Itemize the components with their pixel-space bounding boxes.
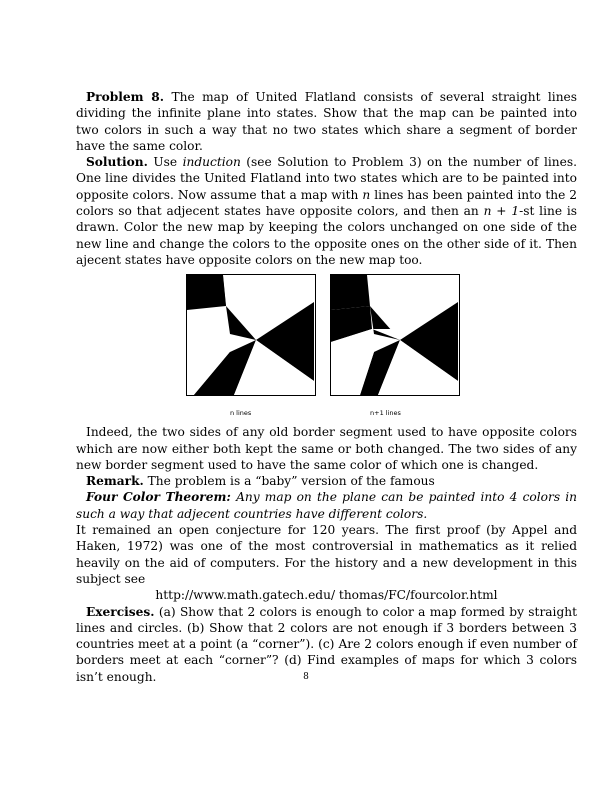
solution-induction: induction — [182, 155, 241, 170]
caption-n-lines: n lines — [230, 409, 252, 418]
problem-paragraph — [76, 89, 577, 154]
caption-n-plus-1-lines: n+1 lines — [370, 409, 401, 418]
figures — [76, 274, 577, 422]
map-n-lines-diagram — [186, 274, 316, 396]
url-line: http://www.math.gatech.edu/ thomas/FC/fourcolor.html — [155, 588, 498, 603]
solution-n: n — [362, 187, 371, 202]
history-paragraph: It remained an open conjecture for 120 years. The first proof (by Appel and Haken, 1972) was one of the most controversial in mathematics as it relied heavily on the aid of computers. For the history and a new development in this subject see — [76, 523, 577, 586]
page-body — [76, 89, 577, 685]
problem-text: The map of United Flatland consists of several straight lines dividing the infinite plane into states. Show that the map can be painted into two colors in such a way that no two states which share a segment of border have the same color. — [76, 90, 578, 153]
exercises-text: (a) Show that 2 colors is enough to color a map formed by straight lines and circles. (b) Show that 2 colors are not enough if 3 borders between 3 countries meet at a point (a “corner”). (c) Are 2 colors enough if even number of borders meet at each “corner”? (d) Find examples of maps for which 3 colors isn’t enough. — [76, 604, 577, 684]
remark-text: The problem is a “baby” version of the famous — [147, 474, 435, 489]
solution-pre: Use — [153, 155, 178, 170]
figure-n-lines — [186, 274, 316, 418]
solution-n-plus-1: n + 1 — [483, 204, 520, 219]
theorem-paragraph — [76, 489, 577, 522]
theorem-label: Four Color Theorem: — [86, 490, 231, 505]
solution-label: Solution. — [86, 155, 148, 170]
problem-label: Problem 8. — [86, 90, 165, 104]
remark-paragraph — [76, 473, 577, 489]
solution-text: (see Solution to Problem 3) on the number of lines. One line divides the United Flatland into two states which are to be painted into opposite colors. Now assume that a map with — [76, 155, 577, 202]
solution-text3: -st line is drawn. Color the new map by keeping the colors unchanged on one side of the new line and change the colors to the opposite ones on the other side of it. Then ajecent states have opposite colors on the new map too. — [76, 204, 578, 267]
solution-text2: lines has been painted into the 2 colors so that adjecent states have opposite colors, and then an — [76, 187, 578, 219]
figure-n-plus-1-lines — [330, 274, 460, 418]
theorem-text: Any map on the plane can be painted into 4 colors in such a way that adjecent countries have different colors. — [76, 490, 578, 521]
indeed-paragraph: Indeed, the two sides of any old border segment used to have opposite colors which are now either both kept the same or both changed. The two sides of any new border segment used to have the same color of which one is changed. — [76, 425, 577, 472]
page-number: 8 — [303, 672, 309, 682]
remark-label: Remark. — [86, 474, 144, 489]
exercises-label: Exercises. — [86, 604, 155, 619]
map-n-plus-1-lines-diagram — [330, 274, 460, 396]
solution-paragraph — [76, 154, 577, 268]
